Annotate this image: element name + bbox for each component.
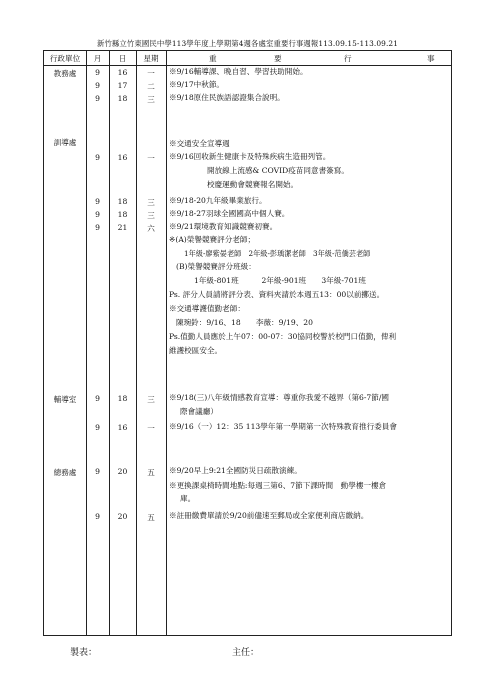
month-cell: 9 [95,512,100,521]
weekday-cell: 一 [147,69,155,78]
item-text: ※9/18-27羽球全國國高中個人賽。 [169,209,290,218]
item-text: ※9/17中秋節。 [169,80,225,89]
item-text: Ps.值勤人員應於上午07：00-07：30協同校警於校門口值勤，俾利 [169,332,397,341]
weekday-cell: 二 [147,82,155,91]
weekday-cell: 三 [147,211,155,220]
item-text: 1年級-廖紫晏老師 2年級-彭瑀潔老師 3年級-范僑芸老師 [184,249,371,258]
day-cell: 18 [117,94,128,103]
unit-cell: 訓導處 [53,138,77,147]
item-text: 庫。 [180,494,196,503]
item-text: ※9/20早上9:21全國防災日疏散演練。 [169,466,302,475]
column-divider [86,51,87,635]
item-text: ※註冊繳費單請於9/20前儘速至郵局或全家便利商店繳納。 [169,511,369,520]
item-text: ※9/18-20九年級畢業旅行。 [169,196,267,205]
day-cell: 16 [117,68,128,77]
day-cell: 20 [117,512,128,521]
month-cell: 9 [95,394,100,403]
month-cell: 9 [95,467,100,476]
header-item-3: 行 [344,54,352,63]
month-cell: 9 [95,68,100,77]
item-text: ※9/16輔導課、晚自習、學習扶助開始。 [169,67,308,76]
day-cell: 18 [117,394,128,403]
day-cell: 21 [117,223,128,232]
day-cell: 17 [117,81,128,90]
header-day: 日 [118,54,127,63]
unit-cell: 教務處 [53,69,77,78]
month-cell: 9 [95,81,100,90]
item-text: 1年級-801班 2年級-901班 3年級-701班 [194,276,366,285]
page-title: 新竹縣立竹東國民中學113學年度上學期第4週各處室重要行事週報113.09.15-113.09.21 [96,39,399,48]
weekday-cell: 三 [147,95,155,104]
month-cell: 9 [95,153,100,162]
item-text: ※9/18原住民族語認證集合說明。 [169,93,285,102]
item-text: ※(A)榮譽競賽評分老師； [169,235,256,244]
day-cell: 20 [117,467,128,476]
month-cell: 9 [95,197,100,206]
weekday-cell: 五 [147,468,155,477]
day-cell: 18 [117,197,128,206]
item-text: 陳琬鈴：9/16、18 李薇：9/19、20 [176,318,313,327]
header-item-4: 事 [427,54,435,63]
unit-cell: 總務處 [53,468,77,477]
item-text: (B)榮譽競賽評分班級： [176,262,256,271]
item-text: ※9/21環境教育知識競賽初賽。 [169,222,278,231]
weekday-cell: 六 [147,224,155,233]
item-text: 際會議廳） [180,407,218,416]
maker-signature-label: 製表： [70,648,98,658]
month-cell: 9 [95,94,100,103]
item-text: Ps. 評分人員請將評分表、資料夾請於本週五13：00以前擲送。 [169,290,385,299]
month-cell: 9 [95,423,100,432]
weekday-cell: 五 [147,513,155,522]
item-text: ※交通安全宣導週 [169,139,230,148]
weekday-cell: 三 [147,395,155,404]
weekday-cell: 一 [147,154,155,163]
item-text: 維護校區安全。 [169,346,223,355]
header-unit: 行政單位 [49,54,81,63]
column-divider [136,51,137,635]
unit-cell: 輔導室 [53,395,77,404]
header-weekday: 星期 [143,54,159,63]
item-text: ※更換課桌椅時間地點:每週三第6、7節下課時間 動學樓一樓倉 [169,481,387,490]
item-text: ※9/18(三)八年級情感教育宣導：尊重你我愛不越界（第6-7節/國 [169,393,390,402]
item-text: ※9/16回收新生健康卡及特殊疾病生造冊列管。 [169,152,331,161]
director-signature-label: 主任： [232,648,260,658]
month-cell: 9 [95,223,100,232]
header-item-2: 要 [274,54,282,63]
column-divider [166,51,167,635]
item-text: 校慶運動會競賽報名開始。 [207,180,299,189]
item-text: 開放線上流感& COVID疫苗同意書簽寫。 [207,166,349,175]
column-divider [109,51,110,635]
header-month: 月 [93,54,102,63]
month-cell: 9 [95,210,100,219]
weekday-cell: 三 [147,198,155,207]
header-item-1: 重 [209,54,217,63]
day-cell: 16 [117,153,128,162]
item-text: ※交通導護值勤老師： [169,304,245,313]
day-cell: 18 [117,210,128,219]
weekly-schedule-table [43,50,452,636]
item-text: ※9/16（一）12：35 113學年第一學期第一次特殊教育推行委員會 [169,422,397,431]
weekday-cell: 一 [147,424,155,433]
day-cell: 16 [117,423,128,432]
